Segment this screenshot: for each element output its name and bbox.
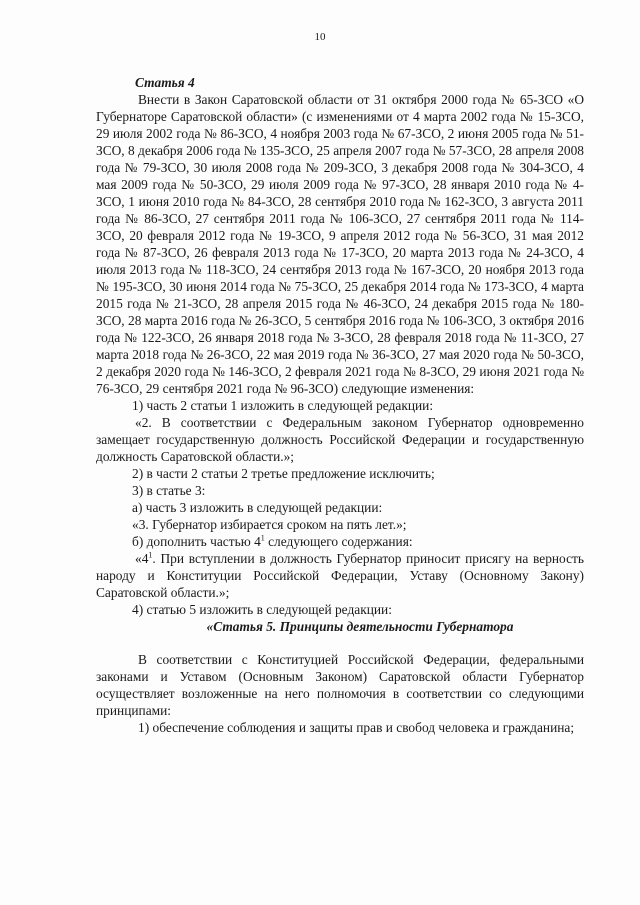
amendment-item-2: 2) в части 2 статьи 2 третье предложение исключить; [132,466,435,481]
principle-1: 1) обеспечение соблюдения и защиты прав и свобод человека и гражданина; [138,720,575,735]
section-spacer [96,635,584,651]
amendment-item-3b [96,533,584,550]
item-3b-text-body: . При вступлении в должность Губернатор приносит присягу на верность народу и Конституции Российской Федерации, Уставу (Основному Закону) Саратовской области.»; [96,551,584,600]
amendment-item-3b-text [96,550,584,601]
item-3b-superscript: 1 [260,533,265,543]
amendment-item-1-text: «2. В соответствии с Федеральным законом Губернатор одновременно замещает государственную должность Российской Федерации и государственную должность Саратовской области.»; [96,415,584,464]
item-3b-text-superscript: 1 [148,550,153,560]
new-article-title: «Статья 5. Принципы деятельности Губернатора [206,619,514,634]
amendment-item-3a: а) часть 3 изложить в следующей редакции: [132,500,383,515]
amendment-item-1: 1) часть 2 статьи 1 изложить в следующей редакции: [132,398,434,413]
amendment-item-3: 3) в статье 3: [132,483,206,498]
amendment-item-4: 4) статью 5 изложить в следующей редакции: [132,602,392,617]
amendment-item-3a-text: «3. Губернатор избирается сроком на пять лет.»; [132,517,407,532]
article-intro-paragraph: Внести в Закон Саратовской области от 31 октября 2000 года № 65-ЗСО «О Губернаторе Саратовской области» (с изменениями от 4 марта 2002 года № 15-ЗСО, 29 июля 2002 года № 86-ЗСО, 4 ноября 2003 года № 67-ЗСО, 2 июня 2005 года № 51-ЗСО, 8 декабря 2006 года № 135-ЗСО, 25 апреля 2007 года № 57-ЗСО, 28 апреля 2008 года № 79-ЗСО, 30 июля 2008 года № 209-ЗСО, 3 декабря 2008 года № 304-ЗСО, 4 мая 2009 года № 50-ЗСО, 29 июля 2009 года № 97-ЗСО, 28 января 2010 года № 4-ЗСО, 1 июня 2010 года № 84-ЗСО, 28 сентября 2010 года № 162-ЗСО, 3 августа 2011 года № 86-ЗСО, 27 сентября 2011 года № 106-ЗСО, 27 сентября 2011 года № 114-ЗСО, 20 февраля 2012 года № 19-ЗСО, 9 апреля 2012 года № 56-ЗСО, 31 мая 2012 года № 87-ЗСО, 26 февраля 2013 года № 17-ЗСО, 20 марта 2013 года № 24-ЗСО, 4 июля 2013 года № 118-ЗСО, 24 сентября 2013 года № 167-ЗСО, 20 ноября 2013 года № 195-ЗСО, 30 июня 2014 года № 75-ЗСО, 25 декабря 2014 года № 173-ЗСО, 4 марта 2015 года № 21-ЗСО, 28 апреля 2015 года № 46-ЗСО, 24 декабря 2015 года № 180-ЗСО, 28 марта 2016 года № 26-ЗСО, 5 сентября 2016 года № 106-ЗСО, 3 октября 2016 года № 122-ЗСО, 26 января 2018 года № 3-ЗСО, 28 февраля 2018 года № 11-ЗСО, 27 марта 2018 года № 26-ЗСО, 22 мая 2019 года № 36-ЗСО, 27 мая 2020 года № 50-ЗСО, 2 декабря 2020 года № 146-ЗСО, 2 февраля 2021 года № 8-ЗСО, 29 июня 2021 года № 76-ЗСО, 29 сентября 2021 года № 96-ЗСО) следующие изменения: [96,92,584,396]
new-article-paragraph: В соответствии с Конституцией Российской Федерации, федеральными законами и Уставом (Основным Законом) Саратовской области Губернатор осуществляет возложенные на него полномочия в соответствии со следующими принципами: [96,652,584,718]
article-heading: Статья 4 [135,75,195,90]
item-3b-text-prefix: «4 [135,551,149,566]
item-3b-prefix: б) дополнить частью 4 [132,534,261,549]
page-number: 10 [314,31,326,43]
item-3b-suffix: следующего содержания: [264,534,413,549]
document-body [96,74,584,736]
